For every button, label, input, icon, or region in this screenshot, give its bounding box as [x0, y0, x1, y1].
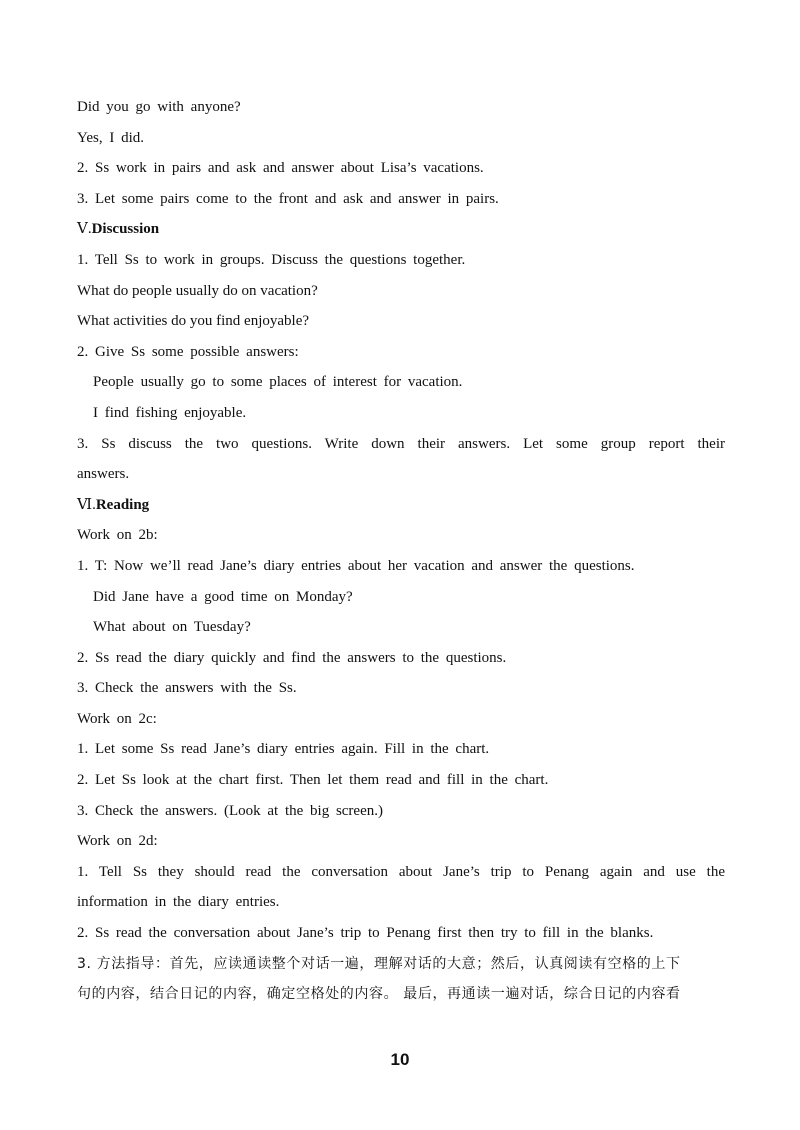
- text-line: Did Jane have a good time on Monday?: [93, 588, 353, 605]
- text-line: 3. Ss discuss the two questions. Write down their answers. Let some group report their: [77, 435, 725, 452]
- text-line: 1. T: Now we’ll read Jane’s diary entries about her vacation and answer the questions.: [77, 557, 635, 574]
- text-line: People usually go to some places of interest for vacation.: [93, 374, 463, 391]
- text-line: 1. Tell Ss to work in groups. Discuss the questions together.: [77, 251, 466, 268]
- section-heading-reading: [77, 490, 725, 521]
- text-line: What do people usually do on vacation?: [77, 282, 318, 299]
- text-line: Work on 2d:: [77, 833, 158, 850]
- text-line: information in the diary entries.: [77, 894, 280, 911]
- text-line: 2. Give Ss some possible answers:: [77, 343, 299, 360]
- text-line: 3. Check the answers with the Ss.: [77, 680, 297, 697]
- text-line: Work on 2b:: [77, 527, 158, 544]
- text-line: 2. Ss read the diary quickly and find the answers to the questions.: [77, 649, 507, 666]
- section-heading-discussion: [77, 214, 725, 245]
- text-line: Work on 2c:: [77, 710, 157, 727]
- text-line: 3. 方法指导：首先，应读通读整个对话一遍，理解对话的大意；然后，认真阅读有空格的上下: [77, 955, 681, 972]
- text-line: 2. Let Ss look at the chart first. Then let them read and fill in the chart.: [77, 772, 549, 789]
- text-line: Did you go with anyone?: [77, 99, 241, 115]
- text-line: I find fishing enjoyable.: [93, 404, 247, 421]
- text-line: What about on Tuesday?: [93, 619, 251, 636]
- text-line: 3. Let some pairs come to the front and ask and answer in pairs.: [77, 190, 499, 207]
- text-line: 2. Ss read the conversation about Jane’s trip to Penang first then try to fill in the blanks.: [77, 925, 654, 942]
- text-line: 3. Check the answers. (Look at the big screen.): [77, 802, 383, 819]
- text-line: 1. Tell Ss they should read the conversation about Jane’s trip to Penang again and use the: [77, 863, 725, 880]
- text-line: answers.: [77, 466, 130, 483]
- section-title: Reading: [95, 496, 150, 513]
- section-numeral: Ⅴ.: [77, 221, 92, 238]
- text-line: 2. Ss work in pairs and ask and answer about Lisa’s vacations.: [77, 160, 484, 177]
- page-number: 10: [390, 1050, 410, 1069]
- text-line: Yes, I did.: [77, 129, 144, 146]
- text-line: What activities do you find enjoyable?: [77, 313, 310, 330]
- text-line: 1. Let some Ss read Jane’s diary entries again. Fill in the chart.: [77, 741, 490, 758]
- text-line: 句的内容，结合日记的内容，确定空格处的内容。 最后，再通读一遍对话，综合日记的内容看: [77, 986, 681, 1003]
- section-title: Discussion: [91, 221, 160, 238]
- section-numeral: Ⅵ.: [77, 496, 96, 513]
- document-body: [77, 92, 725, 1010]
